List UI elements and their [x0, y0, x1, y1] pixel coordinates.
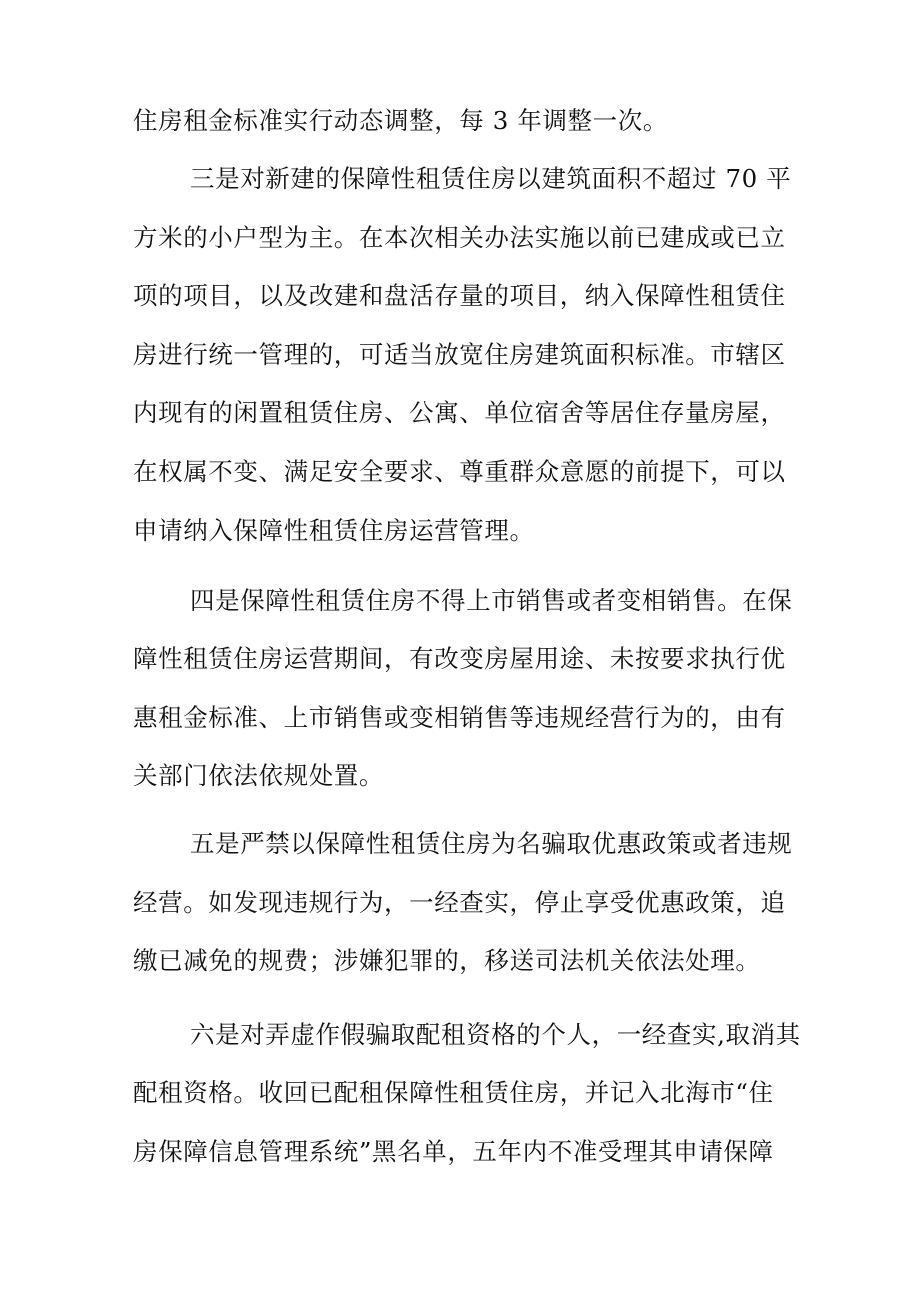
text-line: 申请纳入保障性租赁住房运营管理。 [133, 516, 535, 545]
paragraph-5-line-1: 五是严禁以保障性租赁住房为名骗取优惠政策或者违规 [190, 829, 793, 858]
text-line: 房保障信息管理系统”黑名单，五年内不准受理其申请保障 [133, 1137, 774, 1166]
text-line: 配租资格。收回已配租保障性租赁住房，并记入北海市“住 [133, 1078, 774, 1107]
text-line: 方米的小户型为主。在本次相关办法实施以前已建成或已立 [133, 223, 786, 252]
text-line: 房进行统一管理的，可适当放宽住房建筑面积标准。市辖区 [133, 340, 786, 369]
text-line: 在权属不变、满足安全要求、尊重群众意愿的前提下，可以 [133, 457, 786, 486]
paragraph-4-line-1: 四是保障性租赁住房不得上市销售或者变相销售。在保 [190, 586, 793, 615]
text-line: 关部门依法依规处置。 [133, 761, 384, 790]
text-line: 障性租赁住房运营期间，有改变房屋用途、未按要求执行优 [133, 644, 786, 673]
text-line: 经营。如发现违规行为，一经查实，停止享受优惠政策，追 [133, 888, 786, 917]
paragraph-3-line-1: 三是对新建的保障性租赁住房以建筑面积不超过 70 平 [190, 164, 792, 193]
text-line: 缴已减免的规费；涉嫌犯罪的，移送司法机关依法处理。 [133, 946, 761, 975]
text-line: 内现有的闲置租赁住房、公寓、单位宿舍等居住存量房屋， [133, 398, 786, 427]
paragraph-6-line-1: 六是对弄虚作假骗取配租资格的个人，一经查实,取消其 [190, 1020, 801, 1049]
text-line: 惠租金标准、上市销售或变相销售等违规经营行为的，由有 [133, 703, 786, 732]
text-line: 项的项目，以及改建和盘活存量的项目，纳入保障性租赁住 [133, 281, 786, 310]
text-line: 住房租金标准实行动态调整，每 3 年调整一次。 [133, 106, 668, 135]
